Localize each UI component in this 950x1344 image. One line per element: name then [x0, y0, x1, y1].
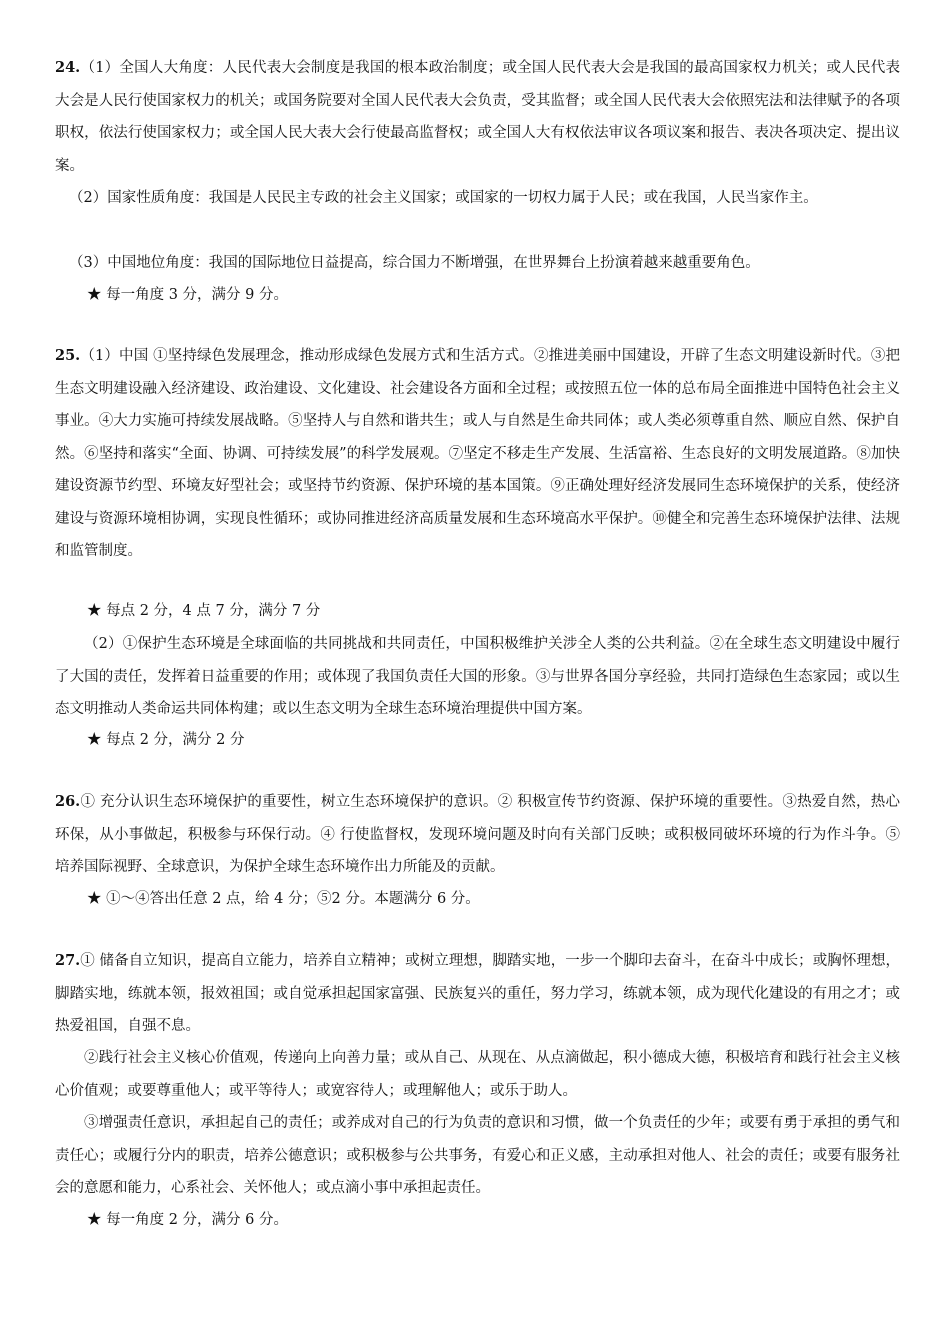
q27-part1 [55, 945, 900, 1043]
q24-part2: （2）国家性质角度：我国是人民民主专政的社会主义国家；或国家的一切权力属于人民；或在我国，人民当家作主。 [69, 190, 818, 206]
q24-part1-text: （1）全国人大角度：人民代表大会制度是我国的根本政治制度；或全国人民代表大会是我国的最高国家权力机关；或人民代表大会是人民行使国家权力的机关；或国务院要对全国人民代表大会负责，受其监督；或全国人民代表大会依照宪法和法律赋予的各项职权，依法行使国家权力；或全国人民大表大会行使最高监督权；或全国人大有权依法审议各项议案和报告、表决各项决定、提出议案。 [55, 60, 900, 174]
q25-score-note-2: ★ 每点 2 分，满分 2 分 [87, 732, 245, 748]
q25-part1 [55, 340, 900, 568]
q25-part1-text: （1）中国 ①坚持绿色发展理念，推动形成绿色发展方式和生活方式。②推进美丽中国建设，开辟了生态文明建设新时代。③把生态文明建设融入经济建设、政治建设、文化建设、社会建设各方面和全过程；或按照五位一体的总布局全面推进中国特色社会主义事业。④大力实施可持续发展战略。⑤坚持人与自然和谐共生；或人与自然是生命共同体；或人类必须尊重自然、顺应自然、保护自然。⑥坚持和落实“全面、协调、可持续发展”的科学发展观。⑦坚定不移走生产发展、生活富裕、生态良好的文明发展道路。⑧加快建设资源节约型、环境友好型社会；或坚持节约资源、保护环境的基本国策。⑨正确处理好经济发展同生态环境保护的关系，使经济建设与资源环境相协调，实现良性循环；或协同推进经济高质量发展和生态环境高水平保护。⑩健全和完善生态环境保护法律、法规和监管制度。 [55, 348, 900, 559]
q27-part2: ②践行社会主义核心价值观，传递向上向善力量；或从自己、从现在、从点滴做起，积小德成大德，积极培育和践行社会主义核心价值观；或要尊重他人；或平等待人；或宽容待人；或理解他人；或乐于助人。 [55, 1050, 900, 1099]
q25-number: 25. [55, 347, 81, 364]
q24-part3: （3）中国地位角度：我国的国际地位日益提高，综合国力不断增强，在世界舞台上扮演着越来越重要角色。 [69, 255, 760, 271]
q26-part1-text: ① 充分认识生态环境保护的重要性，树立生态环境保护的意识。② 积极宣传节约资源、保护环境的重要性。③热爱自然，热心环保，从小事做起，积极参与环保行动。④ 行使监督权，发现环境问题及时向有关部门反映；或积极同破坏环境的行为作斗争。⑤培养国际视野、全球意识，为保护全球生态环境作出力所能及的贡献。 [55, 794, 900, 875]
q24-part1 [55, 52, 900, 182]
q27-score-note: ★ 每一角度 2 分，满分 6 分。 [87, 1212, 288, 1228]
q26-number: 26. [55, 793, 81, 810]
q24-score-note: ★ 每一角度 3 分，满分 9 分。 [87, 287, 288, 303]
q25-score-note-1: ★ 每点 2 分，4 点 7 分，满分 7 分 [87, 603, 321, 619]
q27-number: 27. [55, 952, 81, 969]
q24-number: 24. [55, 59, 81, 76]
q27-part1-text: ① 储备自立知识，提高自立能力，培养自立精神；或树立理想，脚踏实地，一步一个脚印去奋斗，在奋斗中成长；或胸怀理想，脚踏实地，练就本领，报效祖国；或自觉承担起国家富强、民族复兴的重任，努力学习，练就本领，成为现代化建设的有用之才；或热爱祖国，自强不息。 [55, 953, 900, 1034]
q27-part3: ③增强责任意识，承担起自己的责任；或养成对自己的行为负责的意识和习惯，做一个负责任的少年；或要有勇于承担的勇气和责任心；或履行分内的职责，培养公德意识；或积极参与公共事务，有爱心和正义感，主动承担对他人、社会的责任；或要有服务社会的意愿和能力，心系社会、关怀他人；或点滴小事中承担起责任。 [55, 1115, 900, 1196]
q26-score-note: ★ ①～④答出任意 2 点，给 4 分；⑤2 分。本题满分 6 分。 [87, 891, 480, 907]
q25-part2: （2）①保护生态环境是全球面临的共同挑战和共同责任，中国积极维护关涉全人类的公共利益。②在全球生态文明建设中履行了大国的责任，发挥着日益重要的作用；或体现了我国负责任大国的形象。③与世界各国分享经验，共同打造绿色生态家园；或以生态文明推动人类命运共同体构建；或以生态文明为全球生态环境治理提供中国方案。 [55, 636, 900, 717]
q26-part1 [55, 786, 900, 884]
